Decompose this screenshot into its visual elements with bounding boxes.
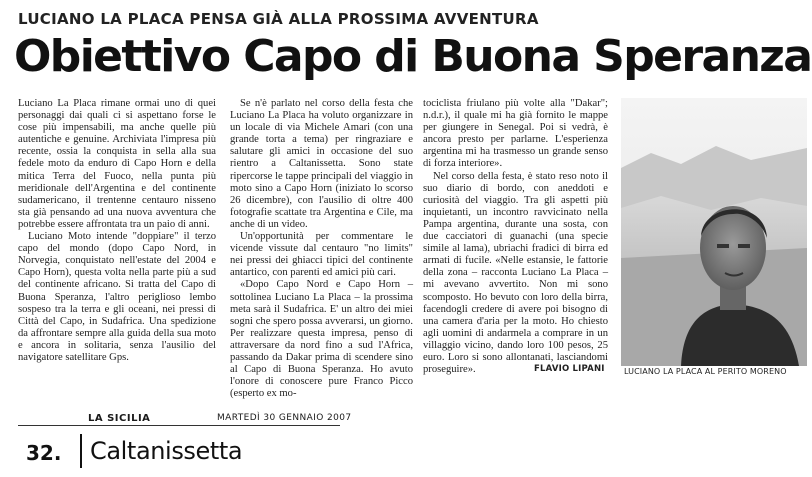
paragraph: Se n'è parlato nel corso della festa che Luciano La Placa ha voluto organizzare in un locale di via Michele Amari (con una grande torta a tema) per ringraziare e salutare gli amici in occasione del suo rientro a Caltanissetta. Sono state ripercorse le tappe principali del viaggio in moto sino a Capo Horn (iniziato lo scorso 26 dicembre), con l'ausilio di oltre 400 fotografie scattate tra Argentina e Cile, ma anche di un video. xyxy=(230,98,413,230)
page-number: 32. xyxy=(26,441,62,465)
paragraph: Nel corso della festa, è stato reso noto il suo diario di bordo, con aneddoti e curiosità del viaggio. Tra gli aspetti più inquietanti, un incontro ravvicinato nella Pampa argentina, durante una sosta, con due cacciatori di guanachi (una specie simile al lama), ubriachi fradici di birra ed armati di fucile. «Nelle estansie, le fattorie della zona – racconta Luciano La Placa – mi avevano avvertito. Non mi sono scomposto. Ho bevuto con loro della birra, facendogli credere di avere poi bisogno di una camera d'aria per la moto. Ho chiesto agli uomini di andarmela a comprare in un villaggio vicino, dando loro 100 pesos, 25 euro. Loro si sono allontanati, lasciandomi proseguire». xyxy=(423,170,608,376)
article-column-1 xyxy=(18,98,216,364)
photo-illustration xyxy=(621,98,807,366)
paragraph: tociclista friulano più volte alla "Dakar"; n.d.r.), il quale mi ha già fornito le mappe per giungere in Senegal. Poi si vedrà, è ancora presto per parlarne. L'esperienza argentina mi ha trasmesso un grande senso di forza interiore». xyxy=(423,98,608,170)
paragraph: «Dopo Capo Nord e Capo Horn – sottolinea Luciano La Placa – la prossima meta sarà il Sudafrica. E' un altro dei miei sogni che spero possa avverarsi, un giorno. Per realizzare questa impresa, penso di attraversare da nord fino a sud l'Africa, passando da Dakar prima di scendere sino al Capo di Buona Speranza. Ho avuto l'onore di conoscere pure Franco Picco (esperto ex mo- xyxy=(230,279,413,400)
article-column-3 xyxy=(423,98,608,376)
section-title: Caltanissetta xyxy=(90,437,243,465)
photo-caption: LUCIANO LA PLACA AL PERITO MORENO xyxy=(624,367,787,376)
article-kicker: LUCIANO LA PLACA PENSA GIÀ ALLA PROSSIMA AVVENTURA xyxy=(18,10,539,28)
article-byline: FLAVIO LIPANI xyxy=(534,364,605,374)
article-headline: Obiettivo Capo di Buona Speranza xyxy=(14,31,812,82)
newspaper-name: LA SICILIA xyxy=(88,413,151,424)
footer-divider xyxy=(18,425,340,426)
paragraph: Luciano Moto intende "doppiare" il terzo capo del mondo (dopo Capo Nord, in Norvegia, conquistato nell'estate del 2004 e Capo Horn), questa volta nella parte più a sud del continente africano. Si tratta del Capo di Buona Speranza, l'altro periglioso lembo sospeso tra la terra e gli oceani, nei pressi di Città del Capo, in Sudafrica. Una spedizione da affrontare sempre alla guida della sua moto e ancora in solitaria, senza l'ausilio del navigatore satellitare Gps. xyxy=(18,231,216,363)
article-column-2 xyxy=(230,98,413,400)
paragraph: Un'opportunità per commentare le vicende vissute dal centauro "no limits" nei pressi dei ghiacci tipici del continente antartico, con parenti ed amici più cari. xyxy=(230,231,413,279)
issue-date: MARTEDÌ 30 GENNAIO 2007 xyxy=(217,413,352,423)
page-number-divider xyxy=(80,434,82,468)
article-photo xyxy=(621,98,807,366)
paragraph: Luciano La Placa rimane ormai uno di quei personaggi dai quali ci si aspettano forse le cose più impensabili, ma anche quelle più autentiche e genuine. Archiviata l'impresa più recente, ossia la conquista in sella alla sua fedele moto da enduro di Capo Horn e della mitica Terra del Fuoco, nella punta più meridionale dell'Argentina e del continente sudamericano, il trentenne centauro nisseno sta già pensando ad una nuova avventura che potrebbe essere affrontata tra un paio di anni. xyxy=(18,98,216,230)
